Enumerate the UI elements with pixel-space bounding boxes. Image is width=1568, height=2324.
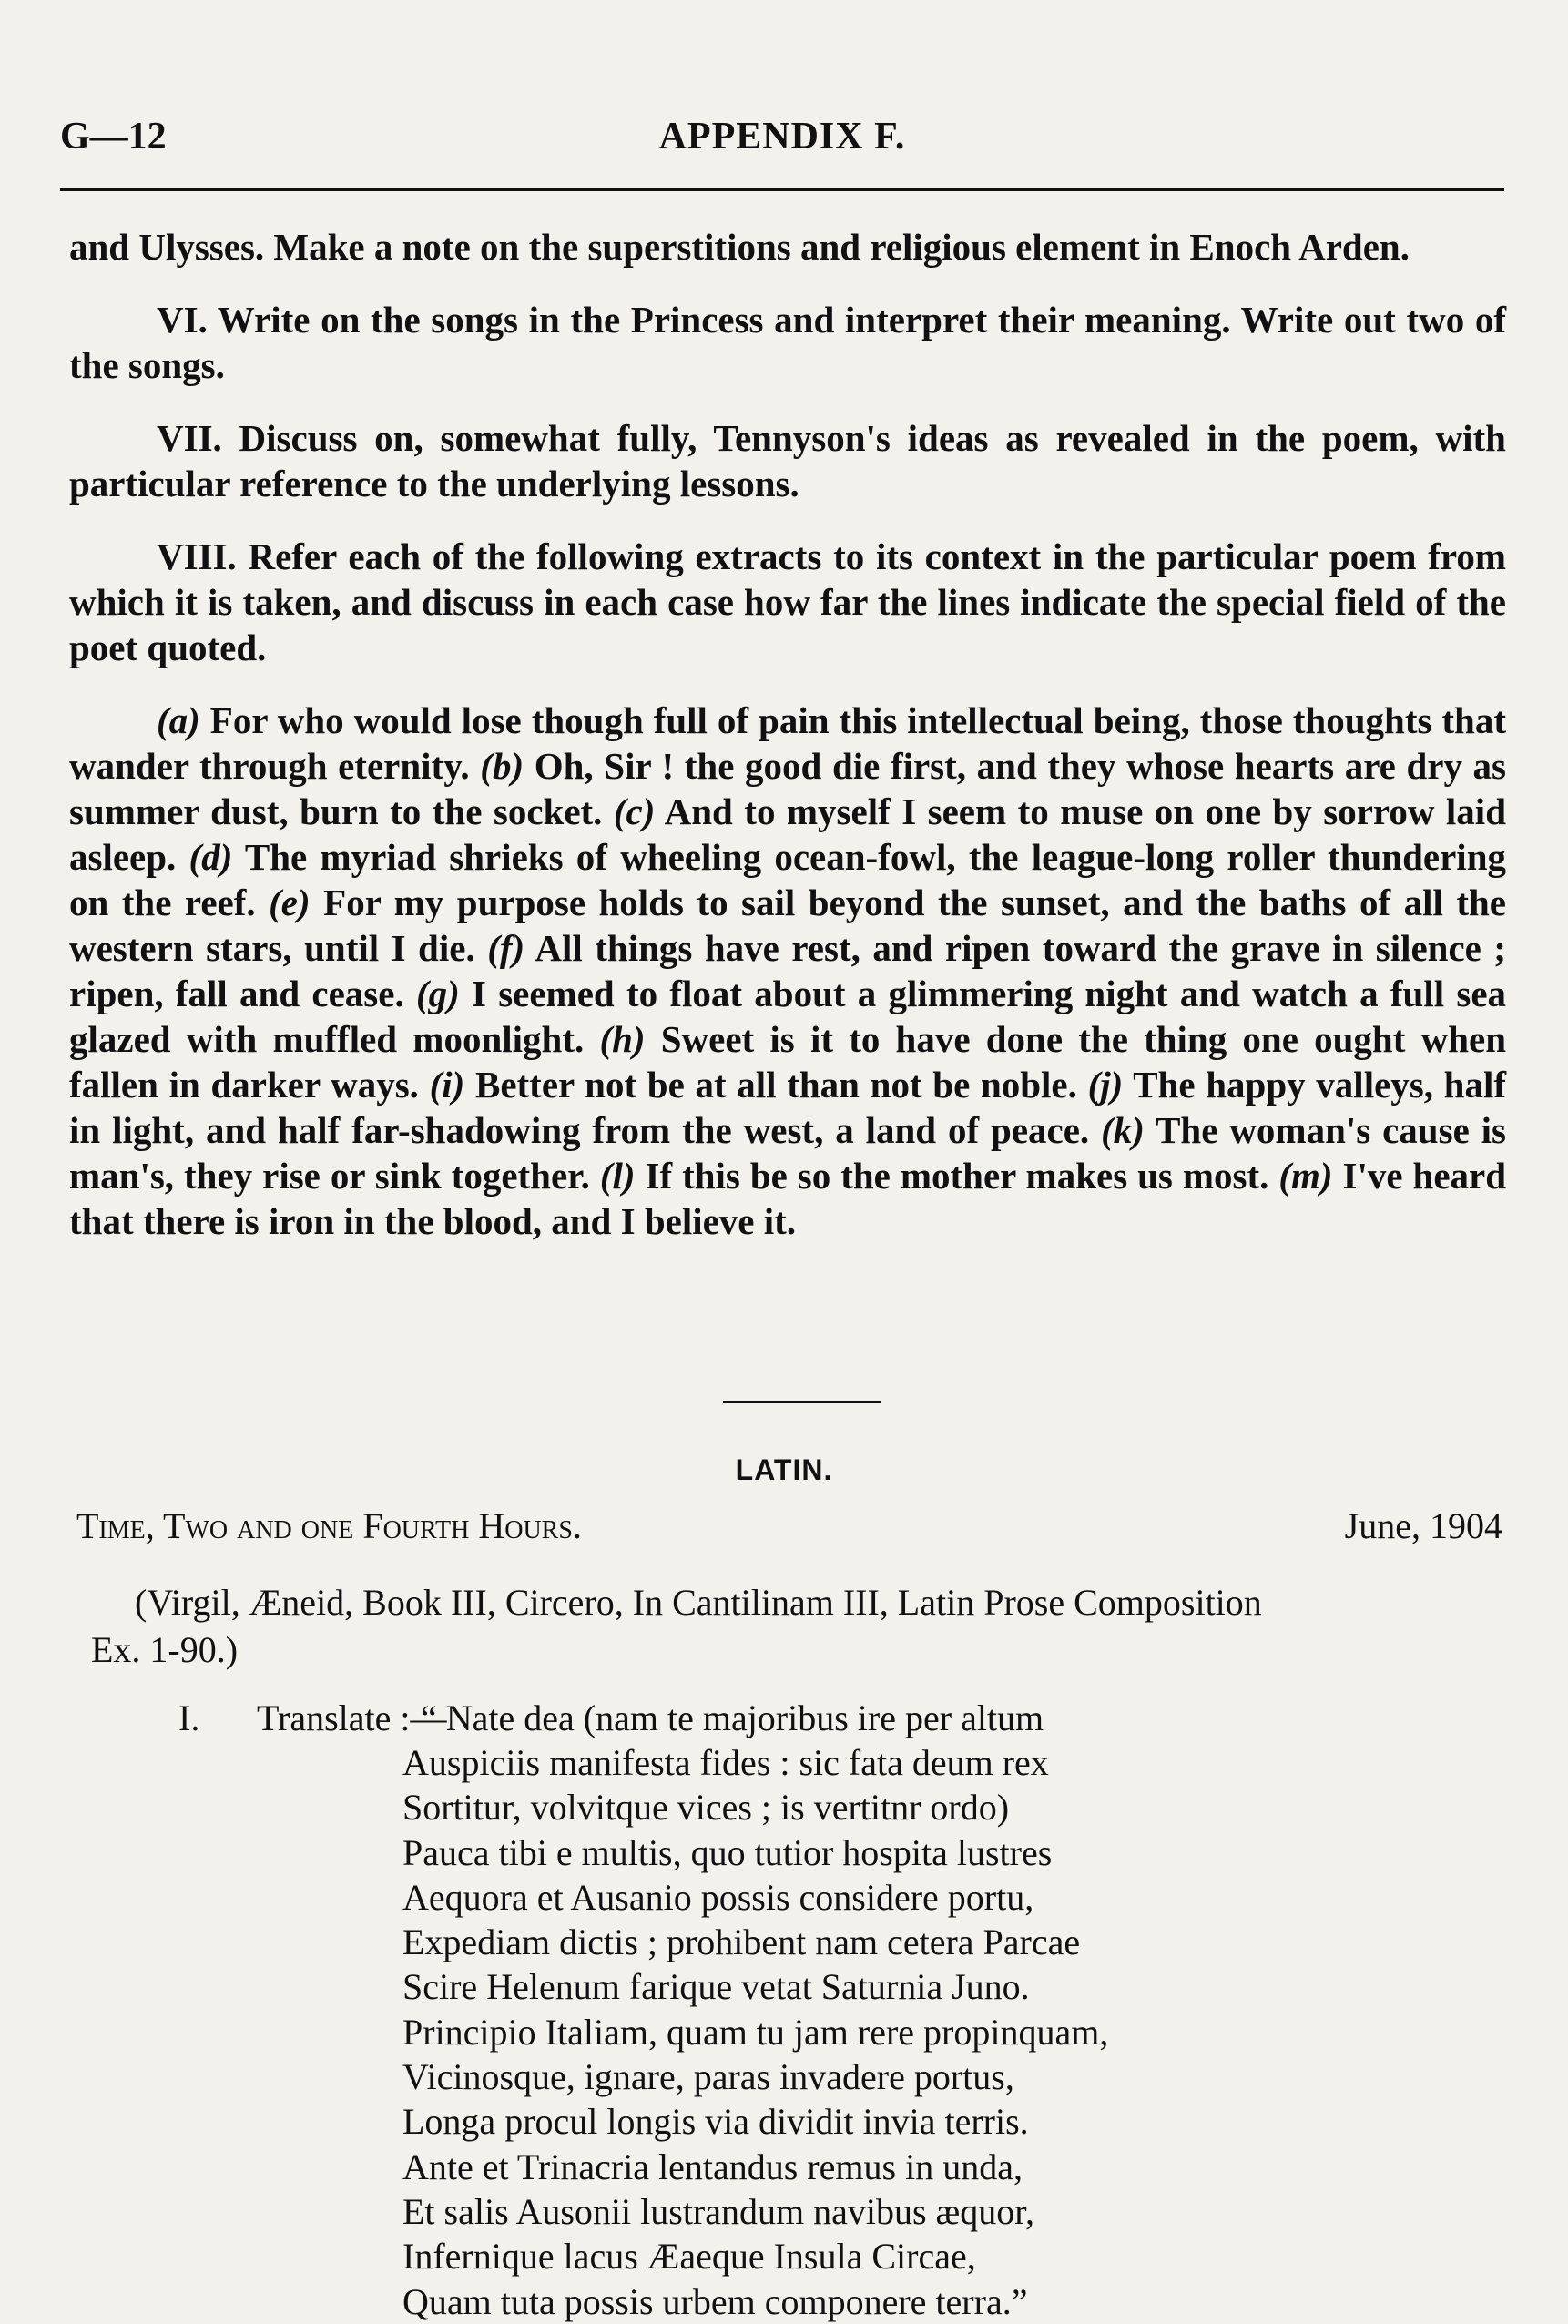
extract-label: (h) bbox=[599, 1018, 646, 1060]
page-header bbox=[60, 115, 1504, 169]
question-number: VIII. bbox=[157, 535, 237, 577]
verse-line: Sortitur, volvitque vices ; is vertitnr ordo) bbox=[402, 1787, 1010, 1829]
exam-duration: Time, Two and one Fourth Hours. bbox=[76, 1505, 582, 1546]
extract-label: (b) bbox=[480, 745, 524, 787]
syllabus-note bbox=[91, 1579, 1512, 1674]
question-instruction: Translate :— bbox=[257, 1697, 447, 1738]
extract-label: (j) bbox=[1087, 1064, 1124, 1106]
english-section bbox=[69, 224, 1506, 1244]
question-8 bbox=[69, 534, 1506, 670]
question-number: VI. bbox=[157, 299, 208, 341]
syllabus-line: Ex. 1-90.) bbox=[91, 1629, 239, 1670]
page-number: G—12 bbox=[60, 116, 167, 158]
extract-text: And to myself I seem to muse on one by sorrow laid asleep. bbox=[69, 790, 1506, 878]
exam-date: June, 1904 bbox=[1344, 1505, 1502, 1546]
verse-line: Principio Italiam, quam tu jam rere propinquam, bbox=[402, 2011, 1109, 2053]
extract-text: For who would lose though full of pain this intellectual being, those thoughts that wander through eternity. bbox=[69, 699, 1506, 787]
verse-line: Infernique lacus Æaeque Insula Circae, bbox=[402, 2236, 976, 2278]
extract-label: (d) bbox=[188, 836, 233, 878]
question-number: VII. bbox=[157, 417, 222, 459]
extract-text: The myriad shrieks of wheeling ocean-fowl, the league-long roller thundering on the reef. bbox=[69, 836, 1507, 923]
extract-text: Sweet is it to have done the thing one ought when fallen in darker ways. bbox=[69, 1018, 1506, 1106]
question-text: Refer each of the following extracts to its context in the particular poem from which it is taken, and discuss in each case how far the lines indicate the special field of the poet quoted. bbox=[69, 535, 1506, 668]
question-text: Write on the songs in the Princess and interpret their meaning. Write out two of the songs. bbox=[69, 299, 1507, 386]
extract-text: I seemed to float about a glimmering night and watch a full sea glazed with muffled moonlight. bbox=[69, 973, 1507, 1060]
extract-label: (f) bbox=[487, 927, 525, 969]
verse-line: Ante et Trinacria lentandus remus in unda, bbox=[402, 2146, 1023, 2187]
extract-text: The woman's cause is man's, they rise or sink together. bbox=[69, 1109, 1507, 1197]
verse-line: Expediam dictis ; prohibent nam cetera Parcae bbox=[402, 1921, 1081, 1963]
extract-label: (g) bbox=[415, 973, 460, 1014]
extract-label: (k) bbox=[1101, 1109, 1145, 1151]
latin-verse-passage bbox=[402, 1740, 1108, 2324]
extract-label: (i) bbox=[429, 1064, 465, 1106]
extract-label: (m) bbox=[1278, 1155, 1333, 1197]
verse-line: Quam tuta possis urbem componere terra.” bbox=[402, 2280, 1028, 2322]
verse-line: Vicinosque, ignare, paras invadere portus, bbox=[402, 2056, 1014, 2098]
extract-label: (e) bbox=[269, 882, 311, 923]
extract-text: Oh, Sir ! the good die first, and they whose hearts are dry as summer dust, burn to the socket. bbox=[69, 745, 1507, 832]
running-title: APPENDIX F. bbox=[658, 116, 906, 158]
verse-line: Aequora et Ausanio possis considere portu, bbox=[402, 1876, 1034, 1918]
extract-label: (l) bbox=[599, 1155, 636, 1197]
extract-text: The happy valleys, half in light, and half far-shadowing from the west, a land of peace. bbox=[69, 1064, 1506, 1151]
verse-line: Et salis Ausonii lustrandum navibus æquor, bbox=[402, 2190, 1034, 2232]
extract-text: Better not be at all than not be noble. bbox=[474, 1064, 1077, 1106]
continuation-paragraph: and Ulysses. Make a note on the superstitions and religious element in Enoch Arden. bbox=[69, 226, 1410, 268]
verse-line: “ Nate dea (nam te majoribus ire per altum bbox=[421, 1697, 1044, 1738]
header-rule bbox=[60, 188, 1504, 191]
verse-line: Scire Helenum farique vetat Saturnia Juno. bbox=[402, 1966, 1030, 2008]
extract-text: All things have rest, and ripen toward the grave in silence ; ripen, fall and cease. bbox=[69, 927, 1507, 1014]
extracts-paragraph bbox=[69, 698, 1506, 1244]
question-7 bbox=[69, 415, 1506, 506]
extract-label: (c) bbox=[613, 790, 656, 832]
extract-text: I've heard that there is iron in the blood, and I believe it. bbox=[69, 1155, 1507, 1242]
verse-line: Longa procul longis via dividit invia terris. bbox=[402, 2101, 1029, 2143]
question-number: I. bbox=[178, 1697, 200, 1738]
extract-text: If this be so the mother makes us most. bbox=[645, 1155, 1269, 1197]
verse-line: Pauca tibi e multis, quo tutior hospita lustres bbox=[402, 1831, 1053, 1873]
syllabus-line: (Virgil, Æneid, Book III, Circero, In Cantilinam III, Latin Prose Composition bbox=[135, 1582, 1262, 1623]
verse-line: Auspiciis manifesta fides : sic fata deum rex bbox=[402, 1742, 1049, 1783]
question-text: Discuss on, somewhat fully, Tennyson's ideas as revealed in the poem, with particular reference to the underlying lessons. bbox=[69, 417, 1506, 505]
extract-label: (a) bbox=[157, 699, 200, 741]
extract-text: For my purpose holds to sail beyond the sunset, and the baths of all the western stars, until I die. bbox=[69, 882, 1507, 969]
section-divider bbox=[723, 1401, 881, 1403]
question-6 bbox=[69, 297, 1506, 388]
latin-section-title: LATIN. bbox=[735, 1453, 833, 1486]
